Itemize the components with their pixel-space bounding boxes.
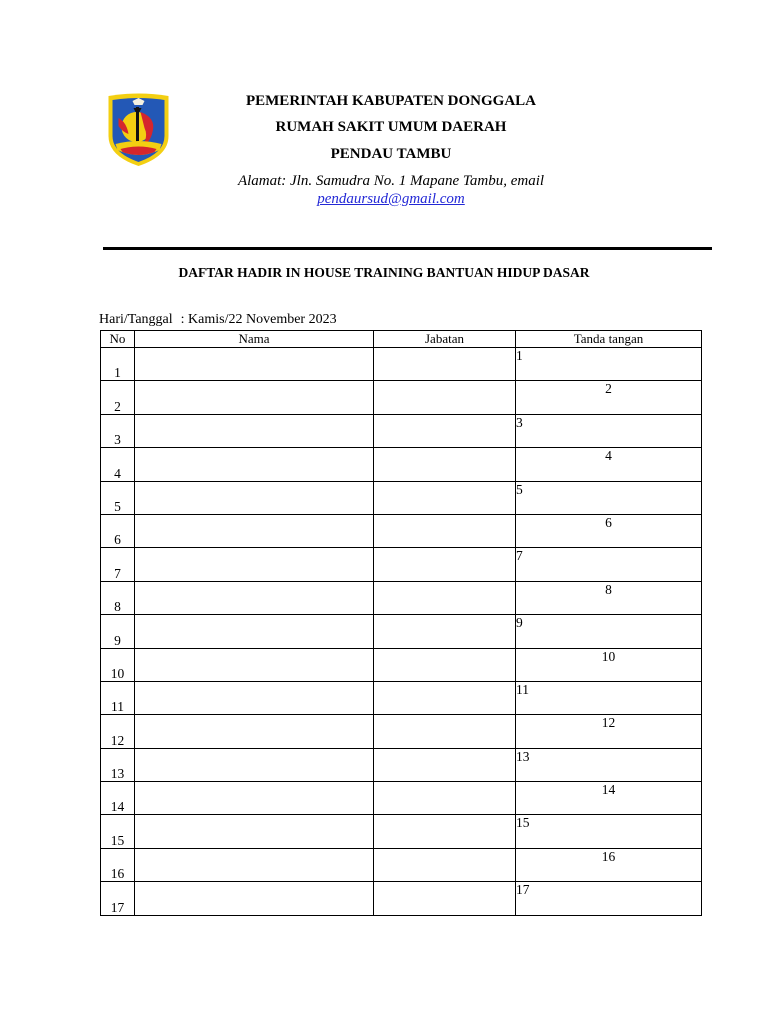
table-row: [101, 514, 702, 547]
signature-cell: 6: [516, 514, 702, 547]
letterhead-divider: [103, 247, 712, 250]
table-row: [101, 882, 702, 915]
name-cell: [135, 514, 374, 547]
name-cell: [135, 648, 374, 681]
signature-cell: 4: [516, 448, 702, 481]
position-cell: [374, 848, 516, 881]
name-cell: [135, 615, 374, 648]
name-cell: [135, 348, 374, 381]
position-cell: [374, 782, 516, 815]
name-cell: [135, 782, 374, 815]
table-row: [101, 782, 702, 815]
no-cell: 7: [101, 548, 135, 581]
table-row: [101, 348, 702, 381]
name-cell: [135, 681, 374, 714]
no-cell: 9: [101, 615, 135, 648]
no-cell: 4: [101, 448, 135, 481]
name-cell: [135, 481, 374, 514]
column-header-nama: Nama: [135, 331, 374, 348]
table-row: [101, 448, 702, 481]
signature-cell: 2: [516, 381, 702, 414]
signature-cell: 11: [516, 681, 702, 714]
position-cell: [374, 648, 516, 681]
table-row: [101, 548, 702, 581]
name-cell: [135, 448, 374, 481]
table-row: [101, 615, 702, 648]
name-cell: [135, 748, 374, 781]
signature-cell: 1: [516, 348, 702, 381]
date-value: : Kamis/22 November 2023: [180, 312, 337, 327]
government-name: PEMERINTAH KABUPATEN DONGGALA: [245, 93, 536, 109]
table-row: [101, 648, 702, 681]
signature-cell: 15: [516, 815, 702, 848]
table-row: [101, 715, 702, 748]
name-cell: [135, 548, 374, 581]
signature-cell: 14: [516, 782, 702, 815]
date-line: [99, 312, 337, 327]
table-row: [101, 848, 702, 881]
position-cell: [374, 615, 516, 648]
no-cell: 12: [101, 715, 135, 748]
position-cell: [374, 681, 516, 714]
no-cell: 17: [101, 882, 135, 915]
signature-cell: 17: [516, 882, 702, 915]
no-cell: 11: [101, 681, 135, 714]
table-row: [101, 581, 702, 614]
hospital-location: PENDAU TAMBU: [330, 146, 452, 162]
table-row: [101, 481, 702, 514]
name-cell: [135, 381, 374, 414]
column-header-tanda-tangan: Tanda tangan: [516, 331, 702, 348]
signature-cell: 3: [516, 414, 702, 447]
name-cell: [135, 715, 374, 748]
position-cell: [374, 715, 516, 748]
position-cell: [374, 581, 516, 614]
position-cell: [374, 348, 516, 381]
no-cell: 6: [101, 514, 135, 547]
no-cell: 1: [101, 348, 135, 381]
table-row: [101, 381, 702, 414]
no-cell: 8: [101, 581, 135, 614]
table-row: [101, 414, 702, 447]
column-header-no: No: [101, 331, 135, 348]
position-cell: [374, 514, 516, 547]
name-cell: [135, 414, 374, 447]
attendance-rows: [101, 348, 702, 916]
signature-cell: 8: [516, 581, 702, 614]
position-cell: [374, 414, 516, 447]
signature-cell: 7: [516, 548, 702, 581]
signature-cell: 5: [516, 481, 702, 514]
column-header-jabatan: Jabatan: [374, 331, 516, 348]
table-row: [101, 815, 702, 848]
email-line: [200, 192, 582, 207]
table-header-row: [101, 331, 702, 348]
signature-cell: 10: [516, 648, 702, 681]
position-cell: [374, 481, 516, 514]
name-cell: [135, 815, 374, 848]
table-row: [101, 748, 702, 781]
position-cell: [374, 815, 516, 848]
table-row: [101, 681, 702, 714]
no-cell: 2: [101, 381, 135, 414]
date-label: Hari/Tanggal: [99, 312, 173, 327]
signature-cell: 13: [516, 748, 702, 781]
coat-of-arms-icon: [106, 92, 171, 167]
regency-logo: [106, 92, 171, 167]
name-cell: [135, 882, 374, 915]
signature-cell: 12: [516, 715, 702, 748]
no-cell: 16: [101, 848, 135, 881]
attendance-table: [100, 330, 702, 916]
no-cell: 14: [101, 782, 135, 815]
email-link[interactable]: pendaursud@gmail.com: [317, 191, 465, 207]
name-cell: [135, 581, 374, 614]
no-cell: 10: [101, 648, 135, 681]
no-cell: 3: [101, 414, 135, 447]
no-cell: 15: [101, 815, 135, 848]
signature-cell: 9: [516, 615, 702, 648]
signature-cell: 16: [516, 848, 702, 881]
address-line: Alamat: Jln. Samudra No. 1 Mapane Tambu, email: [237, 173, 545, 189]
name-cell: [135, 848, 374, 881]
document-title: DAFTAR HADIR IN HOUSE TRAINING BANTUAN HIDUP DASAR: [178, 265, 590, 280]
position-cell: [374, 448, 516, 481]
position-cell: [374, 748, 516, 781]
position-cell: [374, 882, 516, 915]
no-cell: 13: [101, 748, 135, 781]
hospital-name: RUMAH SAKIT UMUM DAERAH: [275, 119, 507, 135]
no-cell: 5: [101, 481, 135, 514]
position-cell: [374, 548, 516, 581]
position-cell: [374, 381, 516, 414]
